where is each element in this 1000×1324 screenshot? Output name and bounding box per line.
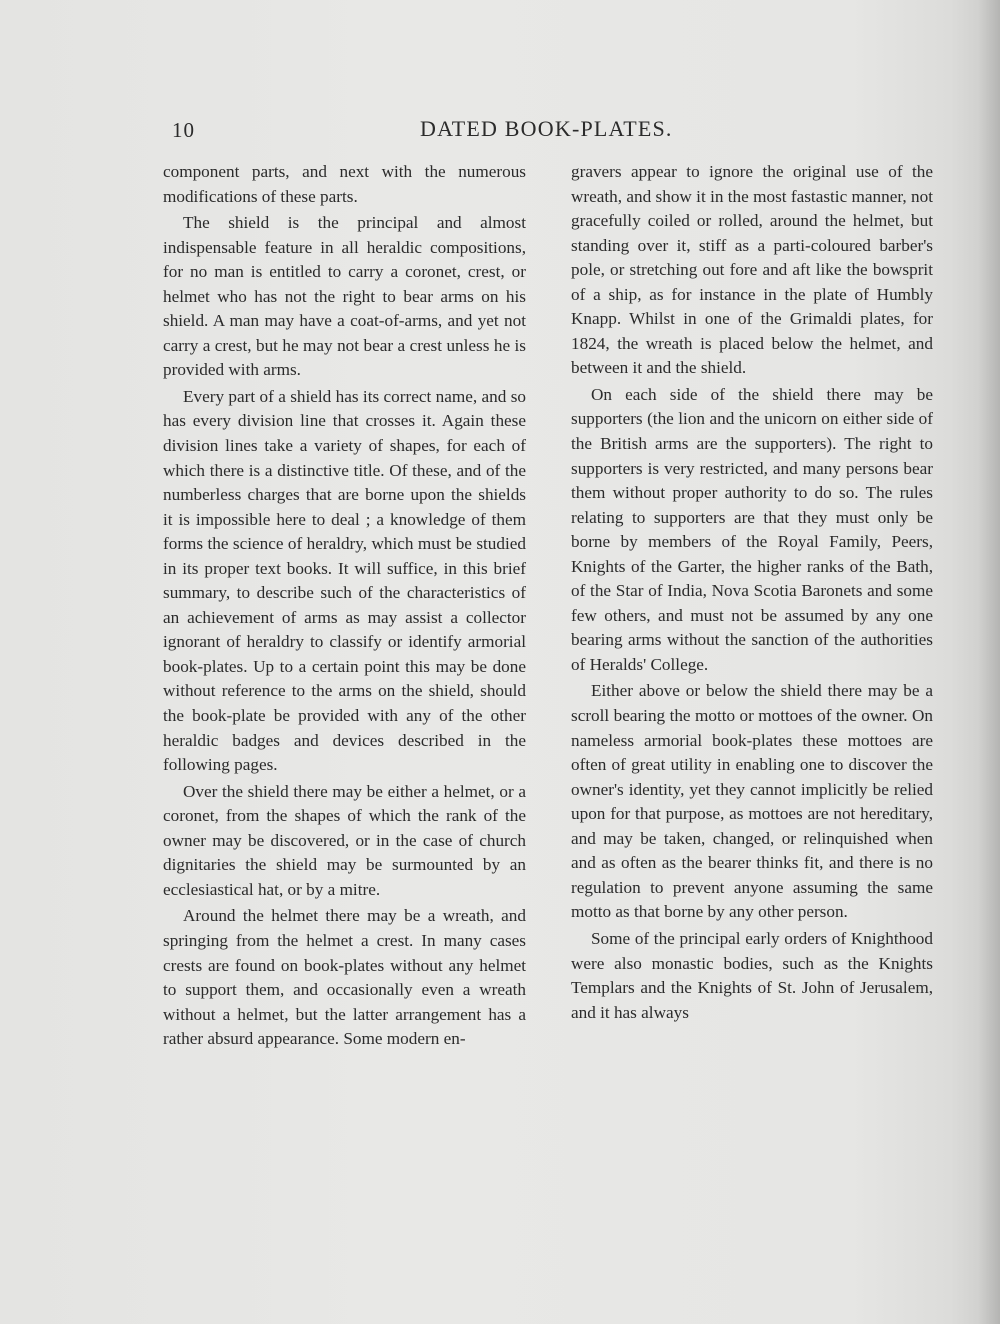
paragraph: Over the shield there may be either a helmet, or a coronet, from the shapes of which the rank of the owner may be discovered, or in the case of church dignitaries the shield may be surmounted by an ecclesiastical hat, or by a mitre. [163,781,526,899]
paragraph: The shield is the principal and almost indispensable feature in all heraldic compositions, for no man is entitled to carry a coronet, crest, or helmet who has not the right to bear arms on his shield. A man may have a coat-of-arms, and yet not carry a crest, but he may not bear a crest unless he is provided with arms. [163,213,526,380]
left-text-column [163,160,526,1052]
paragraph: Around the helmet there may be a wreath, and springing from the helmet a crest. In many cases crests are found on book-plates without any helmet to support them, and occasionally even a wreath without a helmet, but the latter arrangement has a rather absurd appearance. Some modern en- [163,906,526,1049]
paragraph: gravers appear to ignore the original use of the wreath, and show it in the most fastastic manner, not gracefully coiled or rolled, around the helmet, but standing over it, stiff as a parti-coloured barber's pole, or stretching out fore and aft like the bowsprit of a ship, as for instance in the plate of Humbly Knapp. Whilst in one of the Grimaldi plates, for 1824, the wreath is placed below the helmet, and between it and the shield. [571,162,933,378]
paragraph: Either above or below the shield there may be a scroll bearing the motto or mottoes of the owner. On nameless armorial book-plates these mottoes are often of great utility in enabling one to discover the owner's identity, yet they cannot implicitly be relied upon for that purpose, as mottoes are not hereditary, and may be taken, changed, or relinquished when and as often as the bearer thinks fit, and there is no regulation to prevent anyone assuming the same motto as that borne by any other person. [571,681,933,922]
paragraph: Some of the principal early orders of Knighthood were also monastic bodies, such as the Knights Templars and the Knights of St. John of Jerusalem, and it has always [571,928,933,1022]
paragraph: On each side of the shield there may be supporters (the lion and the unicorn on either side of the British arms are the supporters). The right to supporters is very restricted, and many persons bear them without proper authority to do so. The rules relating to supporters are that they must only be borne by members of the Royal Family, Peers, Knights of the Garter, the higher ranks of the Bath, of the Star of India, Nova Scotia Baronets and some few others, and must not be assumed by any one bearing arms without the sanction of the authorities of Heralds' College. [571,384,933,674]
page-edge-shadow [978,0,1000,1324]
paragraph: component parts, and next with the numerous modifications of these parts. [163,162,526,206]
running-title: DATED BOOK-PLATES. [420,116,673,141]
page-number: 10 [172,118,195,142]
paragraph: Every part of a shield has its correct name, and so has every division line that crosses it. Again these division lines take a variety of shapes, for each of which there is a distinctive title. Of these, and of the numberless charges that are borne upon the shields it is impossible here to deal ; a knowledge of them forms the science of heraldry, which must be studied in its proper text books. It will suffice, in this brief summary, to describe such of the characteristics of an achievement of arms as may assist a collector ignorant of heraldry to classify or identify armorial book-plates. Up to a certain point this may be done without reference to the arms on the shield, should the book-plate be provided with any of the other heraldic badges and devices described in the following pages. [163,386,526,775]
right-text-column [571,160,933,1025]
